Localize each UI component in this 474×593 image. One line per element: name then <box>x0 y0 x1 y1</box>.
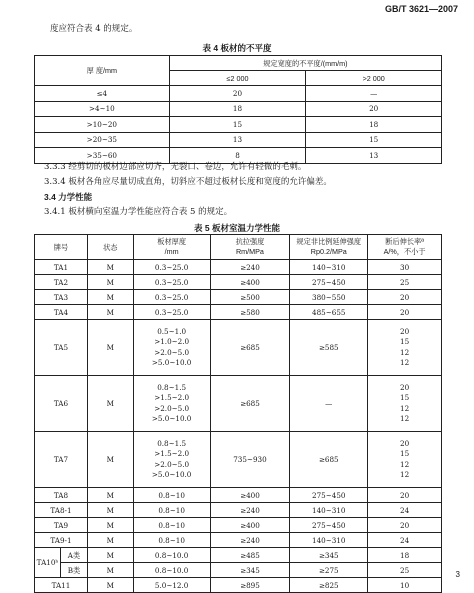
table-cell: M <box>87 290 133 305</box>
table-cell: ≥240 <box>210 503 290 518</box>
table-cell: 0.8~10.0 <box>133 563 210 578</box>
table-cell: ≥400 <box>210 488 290 503</box>
table-cell: B类 <box>60 563 87 578</box>
table5 <box>34 234 442 593</box>
table-cell: ≥240 <box>210 533 290 548</box>
table-cell: >4~10 <box>35 101 170 117</box>
table-row <box>35 376 442 432</box>
table-row <box>35 533 442 548</box>
header-line: 抗拉强度 <box>235 236 265 246</box>
table-cell: ≥400 <box>210 275 290 290</box>
cell-line: >1.5~2.0 <box>154 393 190 402</box>
table-row <box>35 117 442 133</box>
table-cell: M <box>87 533 133 548</box>
table-cell: M <box>87 503 133 518</box>
cell-line: >5.0~10.0 <box>151 414 192 423</box>
cell-line: 12 <box>400 414 410 423</box>
table5-col-thickness <box>133 235 210 260</box>
table4-caption: 表 4 板材的不平度 <box>202 43 272 53</box>
table-cell: M <box>87 432 133 488</box>
table4-sub-gt2000: >2 000 <box>306 71 442 86</box>
table-cell: 25 <box>368 563 442 578</box>
cell-line: >1.5~2.0 <box>154 449 190 458</box>
table-row <box>35 518 442 533</box>
table-cell: ≥275 <box>290 563 368 578</box>
header-line: /mm <box>164 247 179 256</box>
cell-line: >2.0~5.0 <box>154 347 190 357</box>
table-cell: M <box>87 578 133 593</box>
table-cell: M <box>87 320 133 376</box>
table-row <box>35 503 442 518</box>
table-row <box>35 132 442 148</box>
table-cell: 5.0~12.0 <box>133 578 210 593</box>
table-cell: 15 <box>306 132 442 148</box>
table-row <box>35 432 442 488</box>
table-cell: A类 <box>60 548 87 563</box>
header-line: Rp0.2/MPa <box>310 247 347 256</box>
table-cell: 18 <box>169 101 306 117</box>
table-cell <box>368 432 442 488</box>
table-row <box>35 578 442 593</box>
table-cell: 275~450 <box>290 275 368 290</box>
table5-col-tensile <box>210 235 290 260</box>
table-cell: 20 <box>368 290 442 305</box>
standard-number: GB/T 3621—2007 <box>384 4 458 14</box>
header-line: 断后伸长率ª <box>385 236 424 246</box>
intro-line: 度应符合表 4 的规定。 <box>50 24 138 34</box>
table-cell: TA7 <box>35 432 88 488</box>
table-cell: TA9-1 <box>35 533 88 548</box>
table-row <box>35 101 442 117</box>
cell-line: >2.0~5.0 <box>154 459 190 469</box>
table-cell: TA10ᵇ <box>35 548 61 578</box>
cell-line: 0.8~1.5 <box>157 382 187 392</box>
cell-line: 20 <box>400 382 410 392</box>
table-cell: ≥685 <box>210 320 290 376</box>
table-row <box>35 290 442 305</box>
cell-line: >5.0~10.0 <box>151 358 192 367</box>
table-cell: 24 <box>368 533 442 548</box>
header-line: 板材厚度 <box>157 236 187 246</box>
table-cell: 20 <box>368 518 442 533</box>
table-cell: 20 <box>306 101 442 117</box>
table-cell: >35~60 <box>35 148 170 164</box>
cell-line: 12 <box>400 403 410 413</box>
table5-col-state: 状态 <box>87 235 133 260</box>
table-row <box>35 320 442 376</box>
table-cell: TA9 <box>35 518 88 533</box>
table-row <box>35 86 442 102</box>
table-cell: 0.3~25.0 <box>133 275 210 290</box>
table-cell: TA4 <box>35 305 88 320</box>
table-cell: M <box>87 376 133 432</box>
cell-line: 15 <box>400 449 410 458</box>
table-cell: ≥345 <box>210 563 290 578</box>
table-cell: TA2 <box>35 275 88 290</box>
table-cell: ≥585 <box>290 320 368 376</box>
table-cell: TA3 <box>35 290 88 305</box>
table5-caption: 表 5 板材室温力学性能 <box>194 223 280 233</box>
table-cell: M <box>87 275 133 290</box>
table-cell: 18 <box>306 117 442 133</box>
cell-line: >1.0~2.0 <box>154 337 190 346</box>
para-3-3-3: 3.3.3 经剪切的板材边部应切齐，无裂口、卷边，允许有轻微的毛刺。 <box>44 162 307 172</box>
table-cell: 0.8~10 <box>133 533 210 548</box>
cell-line: 12 <box>400 459 410 469</box>
table-row <box>35 563 442 578</box>
table-cell: 20 <box>169 86 306 102</box>
table-row <box>35 275 442 290</box>
table5-col-elongation <box>368 235 442 260</box>
table-cell: M <box>87 260 133 275</box>
table-cell: ≥685 <box>210 376 290 432</box>
table-row <box>35 488 442 503</box>
table-row <box>35 548 442 563</box>
table-cell: >10~20 <box>35 117 170 133</box>
table-cell: ≥685 <box>290 432 368 488</box>
header-line: Rm/MPa <box>235 247 264 256</box>
table-cell: ≥500 <box>210 290 290 305</box>
table-cell: 30 <box>368 260 442 275</box>
table-cell: 0.8~10 <box>133 503 210 518</box>
table4 <box>34 55 442 164</box>
table-cell: 0.8~10 <box>133 518 210 533</box>
table-cell: ≤4 <box>35 86 170 102</box>
section-3-4-heading: 3.4 力学性能 <box>44 192 93 202</box>
table-cell: M <box>87 305 133 320</box>
header-line: 规定非比例延伸强度 <box>296 236 362 246</box>
table-cell: 140~310 <box>290 503 368 518</box>
table-cell: 15 <box>169 117 306 133</box>
table-row <box>35 260 442 275</box>
table-cell: M <box>87 518 133 533</box>
table-cell: 0.3~25.0 <box>133 260 210 275</box>
table-cell: — <box>306 86 442 102</box>
header-line: A/%，不小于 <box>383 247 426 256</box>
table-cell: 20 <box>368 488 442 503</box>
table-cell: 20 <box>368 305 442 320</box>
table-cell: ≥895 <box>210 578 290 593</box>
cell-line: 0.5~1.0 <box>157 326 187 336</box>
cell-line: 20 <box>400 438 410 448</box>
table-cell: 25 <box>368 275 442 290</box>
table-cell: TA6 <box>35 376 88 432</box>
table-cell: 140~310 <box>290 533 368 548</box>
table-cell <box>133 432 210 488</box>
table-cell: 275~450 <box>290 518 368 533</box>
table-cell: M <box>87 488 133 503</box>
para-3-4-1: 3.4.1 板材横向室温力学性能应符合表 5 的规定。 <box>44 207 233 217</box>
table5-col-yield <box>290 235 368 260</box>
table-cell: TA8-1 <box>35 503 88 518</box>
table-cell: 735~930 <box>210 432 290 488</box>
page-number: 3 <box>455 570 460 579</box>
table-cell <box>368 320 442 376</box>
cell-line: >5.0~10.0 <box>151 470 192 479</box>
table-cell: TA11 <box>35 578 88 593</box>
table-cell: TA1 <box>35 260 88 275</box>
para-3-3-4: 3.3.4 板材各角应尽量切成直角，切斜应不超过板材长度和宽度的允许偏差。 <box>44 177 332 187</box>
table-cell: M <box>87 548 133 563</box>
table4-sub-le2000: ≤2 000 <box>169 71 306 86</box>
cell-line: 12 <box>400 470 410 479</box>
table-cell: 18 <box>368 548 442 563</box>
table4-col-thickness: 厚 度/mm <box>35 56 170 86</box>
table-cell: 10 <box>368 578 442 593</box>
table-cell: 0.8~10.0 <box>133 548 210 563</box>
table-cell: M <box>87 563 133 578</box>
cell-line: 20 <box>400 326 410 336</box>
table-cell: 24 <box>368 503 442 518</box>
table-cell: TA5 <box>35 320 88 376</box>
table-cell <box>368 376 442 432</box>
table-cell: ≥400 <box>210 518 290 533</box>
table-cell <box>133 376 210 432</box>
table-cell: >20~35 <box>35 132 170 148</box>
table-cell: 485~655 <box>290 305 368 320</box>
table-cell: 13 <box>306 148 442 164</box>
cell-line: 15 <box>400 393 410 402</box>
table-cell: 140~310 <box>290 260 368 275</box>
table4-span-header: 规定宽度的不平度/(mm/m) <box>169 56 441 71</box>
table-cell: ≥580 <box>210 305 290 320</box>
table-cell: ≥240 <box>210 260 290 275</box>
table-cell: 380~550 <box>290 290 368 305</box>
table-cell: ≥345 <box>290 548 368 563</box>
table-cell: TA8 <box>35 488 88 503</box>
table-cell: — <box>290 376 368 432</box>
table-cell: 0.8~10 <box>133 488 210 503</box>
table5-col-grade: 牌号 <box>35 235 88 260</box>
table-cell: ≥485 <box>210 548 290 563</box>
cell-line: >2.0~5.0 <box>154 403 190 413</box>
cell-line: 12 <box>400 347 410 357</box>
table-row <box>35 305 442 320</box>
table-row <box>35 148 442 164</box>
table-cell: ≥825 <box>290 578 368 593</box>
table-cell: 275~450 <box>290 488 368 503</box>
cell-line: 15 <box>400 337 410 346</box>
table-cell: 0.3~25.0 <box>133 290 210 305</box>
table-cell: 13 <box>169 132 306 148</box>
cell-line: 0.8~1.5 <box>157 438 187 448</box>
table-cell <box>133 320 210 376</box>
table-cell: 0.3~25.0 <box>133 305 210 320</box>
cell-line: 12 <box>400 358 410 367</box>
table-cell: 8 <box>169 148 306 164</box>
